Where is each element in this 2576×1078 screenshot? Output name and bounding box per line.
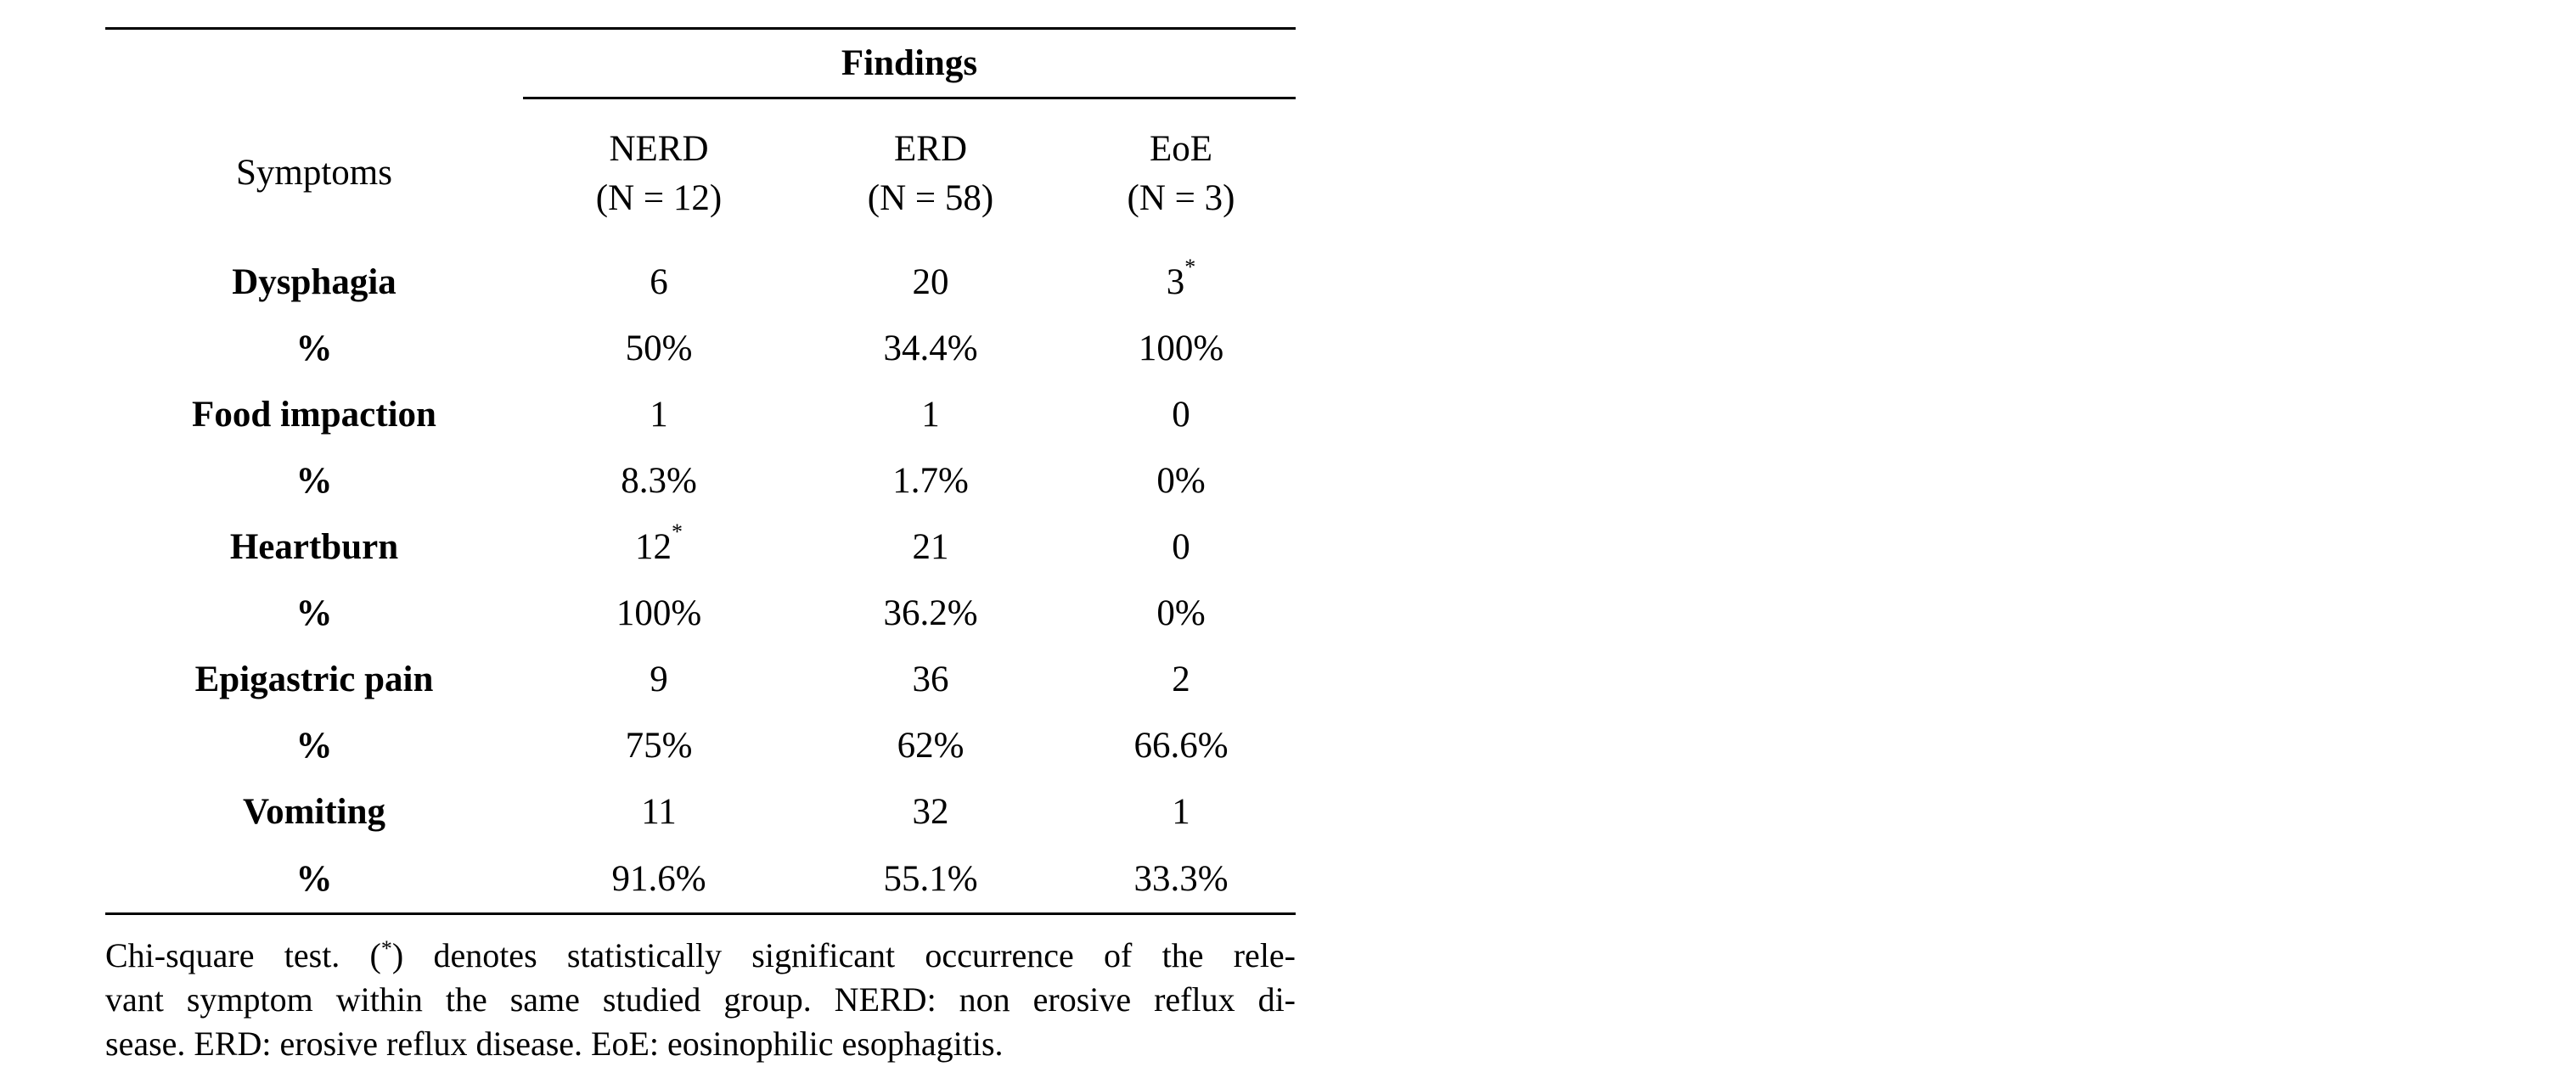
cell-eoe: 1 bbox=[1172, 791, 1190, 832]
row-label: % bbox=[105, 845, 523, 914]
table-row bbox=[105, 447, 1296, 514]
row-label: % bbox=[295, 328, 333, 368]
row-label: Vomiting bbox=[242, 791, 386, 832]
document bbox=[105, 27, 1296, 1066]
column-header-symptoms: Symptoms bbox=[236, 153, 392, 194]
cell-nerd: 12* bbox=[635, 519, 683, 567]
cell-eoe: 0 bbox=[1172, 394, 1190, 435]
spanning-header: Findings bbox=[523, 30, 1296, 98]
cell-eoe: 100% bbox=[1138, 328, 1224, 368]
column-header-erd: ERD (N = 58) bbox=[867, 129, 994, 218]
cell-erd: 55.1% bbox=[795, 845, 1066, 914]
cell-nerd: 1 bbox=[650, 394, 668, 435]
cell-eoe: 3* bbox=[1166, 254, 1196, 302]
significance-mark: * bbox=[1184, 254, 1196, 279]
cell-nerd: 100% bbox=[616, 592, 702, 633]
cell-nerd: 91.6% bbox=[523, 845, 795, 914]
cell-nerd: 50% bbox=[625, 328, 693, 368]
cell-erd: 20 bbox=[912, 261, 949, 302]
cell-nerd: 6 bbox=[650, 261, 668, 302]
column-header-eoe: EoE (N = 3) bbox=[1127, 129, 1235, 218]
cell-eoe: 66.6% bbox=[1133, 725, 1229, 766]
cell-nerd: 8.3% bbox=[621, 460, 697, 501]
row-label: % bbox=[295, 725, 333, 766]
row-label: Dysphagia bbox=[232, 261, 397, 302]
cell-erd: 36.2% bbox=[883, 592, 978, 633]
cell-eoe: 33.3% bbox=[1066, 845, 1296, 914]
row-label: Epigastric pain bbox=[194, 659, 434, 699]
significance-mark: * bbox=[380, 936, 392, 961]
cell-nerd: 9 bbox=[650, 659, 668, 699]
cell-eoe: 0% bbox=[1156, 592, 1206, 633]
row-label: % bbox=[295, 592, 333, 633]
footnote-line-2: vant symptom within the same studied group. NERD: non erosive reflux di- bbox=[105, 980, 1296, 1019]
table-row bbox=[105, 249, 1296, 315]
cell-erd: 1.7% bbox=[892, 460, 969, 501]
table-footnote bbox=[105, 934, 1296, 1066]
footnote-line-3: sease. ERD: erosive reflux disease. EoE: eosinophilic esophagitis. bbox=[105, 1025, 1004, 1063]
row-label: Food impaction bbox=[192, 394, 436, 435]
cell-erd: 21 bbox=[912, 526, 949, 567]
table-row bbox=[105, 712, 1296, 778]
spanning-header-row bbox=[105, 30, 1296, 98]
cell-eoe: 0 bbox=[1172, 526, 1190, 567]
cell-eoe: 0% bbox=[1156, 460, 1206, 501]
table-row bbox=[105, 315, 1296, 381]
significance-mark: * bbox=[672, 519, 683, 544]
cell-erd: 34.4% bbox=[883, 328, 978, 368]
table-row bbox=[105, 381, 1296, 447]
table-row bbox=[105, 580, 1296, 646]
cell-erd: 32 bbox=[912, 791, 949, 832]
column-header-row bbox=[105, 98, 1296, 250]
row-label: Heartburn bbox=[229, 526, 399, 567]
cell-nerd: 75% bbox=[625, 725, 693, 766]
cell-erd: 1 bbox=[921, 394, 940, 435]
table-row bbox=[105, 646, 1296, 712]
row-label: % bbox=[295, 460, 333, 501]
findings-table bbox=[105, 27, 1296, 915]
cell-erd: 36 bbox=[912, 659, 949, 699]
footnote-line-1: Chi-square test. (*) denotes statistically significant occurrence of the rele- bbox=[105, 936, 1296, 974]
column-header-nerd: NERD (N = 12) bbox=[595, 129, 723, 218]
cell-nerd: 11 bbox=[641, 791, 677, 832]
cell-eoe: 2 bbox=[1172, 659, 1190, 699]
table-row bbox=[105, 778, 1296, 845]
table-row bbox=[105, 845, 1296, 914]
cell-erd: 62% bbox=[897, 725, 965, 766]
table-row bbox=[105, 514, 1296, 580]
